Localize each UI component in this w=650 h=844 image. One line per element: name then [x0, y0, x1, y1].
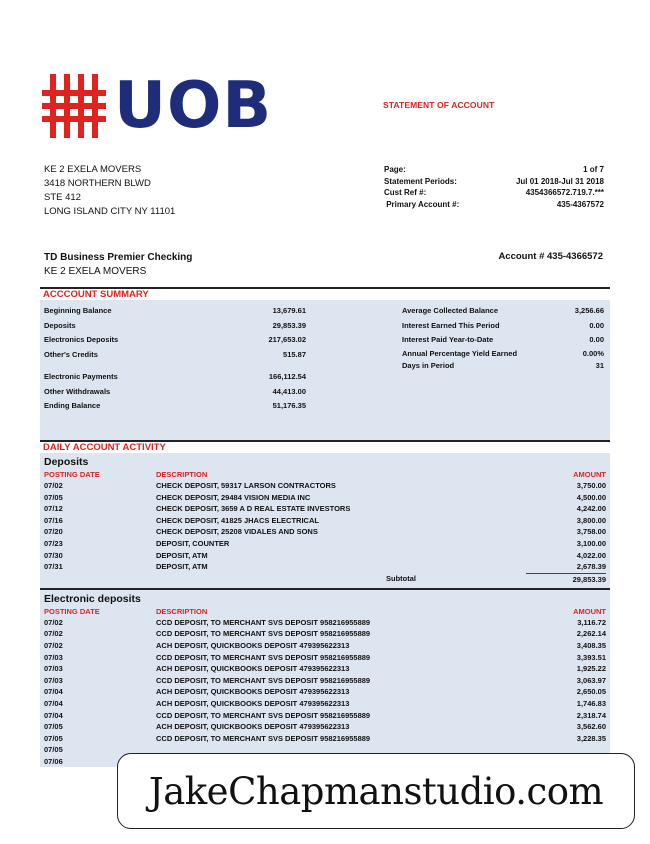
table-row — [40, 675, 610, 687]
info-value: Jul 01 2018-Jul 31 2018 — [515, 176, 604, 186]
table-row — [40, 710, 610, 722]
summary-panel — [40, 300, 610, 449]
summary-value: 44,413.00 — [272, 386, 306, 396]
amount-cell: 3,393.51 — [576, 652, 606, 662]
description-cell: CHECK DEPOSIT, 25208 VIDALES AND SONS — [156, 527, 318, 537]
summary-value: 0.00% — [582, 348, 604, 358]
table-row — [40, 492, 610, 504]
description-cell: ACH DEPOSIT, QUICKBOOKS DEPOSIT 479395622313 — [156, 722, 350, 732]
summary-row — [44, 333, 306, 348]
info-value: 435-4367572 — [556, 199, 604, 209]
summary-value: 29,853.39 — [272, 320, 306, 330]
info-label: Statement Periods: — [384, 176, 457, 186]
subtotal-value: 29,853.39 — [526, 573, 606, 584]
table-row — [40, 628, 610, 640]
description-cell: DEPOSIT, ATM — [156, 550, 208, 560]
posting-date-cell: 07/20 — [44, 527, 63, 537]
summary-label: Ending Balance — [44, 401, 101, 410]
summary-row — [44, 304, 306, 319]
posting-date-cell: 07/02 — [44, 481, 63, 490]
summary-label: Interest Earned This Period — [402, 320, 500, 330]
table-row — [40, 480, 610, 492]
summary-left — [44, 304, 306, 414]
summary-label: Other's Credits — [44, 349, 98, 359]
col-amount: AMOUNT — [573, 470, 606, 479]
daily-account-activity — [40, 440, 610, 767]
amount-cell: 2,262.14 — [576, 629, 606, 639]
summary-label: Deposits — [44, 320, 76, 330]
description-cell: ACH DEPOSIT, QUICKBOOKS DEPOSIT 479395622313 — [156, 687, 350, 697]
info-row — [384, 199, 604, 211]
amount-cell: 2,318.74 — [576, 710, 606, 720]
posting-date-cell: 07/02 — [44, 640, 63, 650]
info-row — [384, 164, 604, 176]
amount-cell: 2,678.39 — [576, 562, 606, 572]
posting-date-cell: 07/03 — [44, 675, 63, 685]
electronic-deposits-title: Electronic deposits — [44, 592, 141, 605]
summary-value: 0.00 — [589, 320, 604, 330]
summary-row — [44, 319, 306, 334]
description-cell: CCD DEPOSIT, TO MERCHANT SVS DEPOSIT 958216955889 — [156, 675, 371, 685]
posting-date-cell: 07/03 — [44, 664, 63, 674]
posting-date-cell: 07/05 — [44, 745, 63, 755]
electronic-deposits-rows — [40, 617, 610, 768]
table-row — [40, 640, 610, 652]
deposits-rows — [40, 480, 610, 573]
amount-cell: 3,562.60 — [576, 722, 606, 732]
posting-date-cell: 07/05 — [44, 722, 63, 732]
table-row — [40, 503, 610, 515]
amount-cell: 3,063.97 — [576, 675, 606, 685]
info-row — [384, 176, 604, 188]
table-row — [40, 526, 610, 538]
statement-title: STATEMENT OF ACCOUNT — [383, 100, 495, 110]
product-owner: KE 2 EXELA MOVERS — [44, 266, 147, 277]
address-line: 3418 NORTHERN BLWD — [44, 178, 151, 189]
posting-date-cell: 07/06 — [44, 756, 63, 766]
description-cell: CHECK DEPOSIT, 41825 JHACS ELECTRICAL — [156, 515, 319, 525]
subtotal-label: Subtotal — [386, 573, 416, 583]
summary-label: Annual Percentage Yield Earned — [402, 348, 518, 358]
table-row — [40, 550, 610, 562]
info-row — [384, 187, 604, 199]
summary-row — [402, 348, 604, 360]
summary-row — [44, 370, 306, 385]
posting-date-cell: 07/23 — [44, 538, 63, 548]
table-row — [40, 538, 610, 550]
summary-value: 515.87 — [283, 349, 306, 359]
col-description: DESCRIPTION — [156, 606, 208, 616]
summary-label: Electronic Payments — [44, 372, 118, 381]
amount-cell: 3,758.00 — [576, 527, 606, 537]
description-cell: CHECK DEPOSIT, 29484 VISION MEDIA INC — [156, 492, 311, 502]
description-cell: CHECK DEPOSIT, 3659 A D REAL ESTATE INVESTORS — [156, 504, 351, 514]
amount-cell: 2,650.05 — [576, 687, 606, 697]
customer-address — [44, 163, 175, 219]
activity-title: DAILY ACCOUNT ACTIVITY — [40, 440, 610, 453]
summary-label: Interest Paid Year-to-Date — [402, 335, 494, 344]
amount-cell: 3,408.35 — [576, 640, 606, 650]
summary-row — [402, 304, 604, 319]
posting-date-cell: 07/16 — [44, 515, 63, 525]
posting-date-cell: 07/02 — [44, 617, 63, 627]
posting-date-cell: 07/12 — [44, 504, 63, 514]
amount-cell: 3,800.00 — [576, 515, 606, 525]
description-cell: CCD DEPOSIT, TO MERCHANT SVS DEPOSIT 958216955889 — [156, 617, 371, 627]
summary-row — [44, 348, 306, 363]
info-label: Cust Ref #: — [384, 188, 427, 197]
summary-value: 51,176.35 — [272, 401, 306, 410]
description-cell: CCD DEPOSIT, TO MERCHANT SVS DEPOSIT 958216955889 — [156, 629, 371, 639]
summary-label: Beginning Balance — [44, 306, 112, 315]
amount-cell: 3,116.72 — [577, 617, 606, 627]
amount-cell: 4,022.00 — [576, 550, 606, 560]
description-cell: CCD DEPOSIT, TO MERCHANT SVS DEPOSIT 958216955889 — [156, 652, 371, 662]
amount-cell: 3,100.00 — [576, 538, 606, 548]
description-cell: ACH DEPOSIT, QUICKBOOKS DEPOSIT 479395622313 — [156, 640, 350, 650]
deposits-subtotal — [40, 573, 610, 584]
address-line: KE 2 EXELA MOVERS — [44, 164, 142, 175]
amount-cell: 4,500.00 — [576, 492, 606, 502]
summary-row — [402, 360, 604, 372]
product-block — [44, 251, 192, 279]
amount-cell: 1,925.22 — [576, 664, 606, 674]
activity-panel — [40, 453, 610, 767]
col-posting-date: POSTING DATE — [44, 606, 100, 616]
posting-date-cell: 07/03 — [44, 652, 63, 662]
posting-date-cell: 07/31 — [44, 562, 63, 572]
address-line: LONG ISLAND CITY NY 11101 — [44, 206, 176, 217]
amount-cell: 3,750.00 — [576, 481, 606, 490]
summary-label: Average Collected Balance — [402, 306, 499, 315]
col-description: DESCRIPTION — [156, 470, 208, 479]
summary-label: Other Withdrawals — [44, 386, 111, 396]
summary-label: Days in Period — [402, 360, 455, 370]
uob-logo-mark-icon — [40, 72, 108, 140]
summary-value: 31 — [595, 360, 604, 370]
summary-value: 217,653.02 — [268, 335, 306, 344]
col-posting-date: POSTING DATE — [44, 470, 100, 479]
summary-row — [402, 333, 604, 348]
info-value: 1 of 7 — [583, 165, 604, 174]
posting-date-cell: 07/02 — [44, 629, 63, 639]
summary-title: ACCCOUNT SUMMARY — [40, 287, 610, 300]
product-name: TD Business Premier Checking — [44, 252, 193, 263]
summary-row — [44, 399, 306, 414]
description-cell: ACH DEPOSIT, QUICKBOOKS DEPOSIT 479395622313 — [156, 664, 350, 674]
uob-logo — [40, 69, 273, 143]
table-row — [40, 515, 610, 527]
posting-date-cell: 07/04 — [44, 710, 63, 720]
amount-cell: 4,242.00 — [576, 504, 606, 514]
table-row — [40, 561, 610, 573]
summary-row — [402, 319, 604, 334]
watermark-banner: JakeChapmanstudio.com — [117, 753, 635, 829]
description-cell: DEPOSIT, COUNTER — [156, 538, 230, 548]
summary-value: 0.00 — [589, 335, 604, 344]
posting-date-cell: 07/05 — [44, 492, 63, 502]
statement-info — [384, 164, 604, 210]
table-row — [40, 663, 610, 675]
table-row — [40, 698, 610, 710]
col-amount: AMOUNT — [573, 606, 606, 616]
description-cell: ACH DEPOSIT, QUICKBOOKS DEPOSIT 479395622313 — [156, 698, 350, 708]
posting-date-cell: 07/05 — [44, 733, 63, 743]
info-label: Primary Account #: — [384, 199, 460, 209]
description-cell: CCD DEPOSIT, TO MERCHANT SVS DEPOSIT 958216955889 — [156, 733, 371, 743]
description-cell: DEPOSIT, ATM — [156, 562, 208, 572]
amount-cell: 3,228.35 — [576, 733, 606, 743]
deposits-column-header — [40, 469, 610, 480]
summary-row — [44, 385, 306, 400]
posting-date-cell: 07/30 — [44, 550, 63, 560]
address-line: STE 412 — [44, 192, 81, 203]
description-cell: CCD DEPOSIT, TO MERCHANT SVS DEPOSIT 958216955889 — [156, 710, 371, 720]
table-row — [40, 721, 610, 733]
description-cell: CHECK DEPOSIT, 59317 LARSON CONTRACTORS — [156, 481, 336, 490]
account-number: Account # 435-4366572 — [498, 251, 603, 262]
info-value: 4354366572.719.7.*** — [525, 188, 604, 197]
deposits-title: Deposits — [44, 456, 89, 468]
info-label: Page: — [384, 165, 406, 174]
table-row — [40, 617, 610, 629]
summary-right — [402, 304, 604, 372]
logo-wordmark: UOB — [114, 69, 273, 143]
electronic-column-header — [40, 606, 610, 617]
table-row — [40, 733, 610, 745]
posting-date-cell: 07/04 — [44, 698, 63, 708]
amount-cell: 1,746.83 — [576, 698, 606, 708]
summary-value: 3,256.66 — [574, 306, 604, 315]
table-row — [40, 686, 610, 698]
account-summary — [40, 287, 610, 449]
summary-label: Electronics Deposits — [44, 335, 119, 344]
summary-value: 166,112.54 — [268, 372, 306, 381]
posting-date-cell: 07/04 — [44, 687, 63, 697]
table-row — [40, 652, 610, 664]
summary-value: 13,679.61 — [272, 306, 306, 315]
